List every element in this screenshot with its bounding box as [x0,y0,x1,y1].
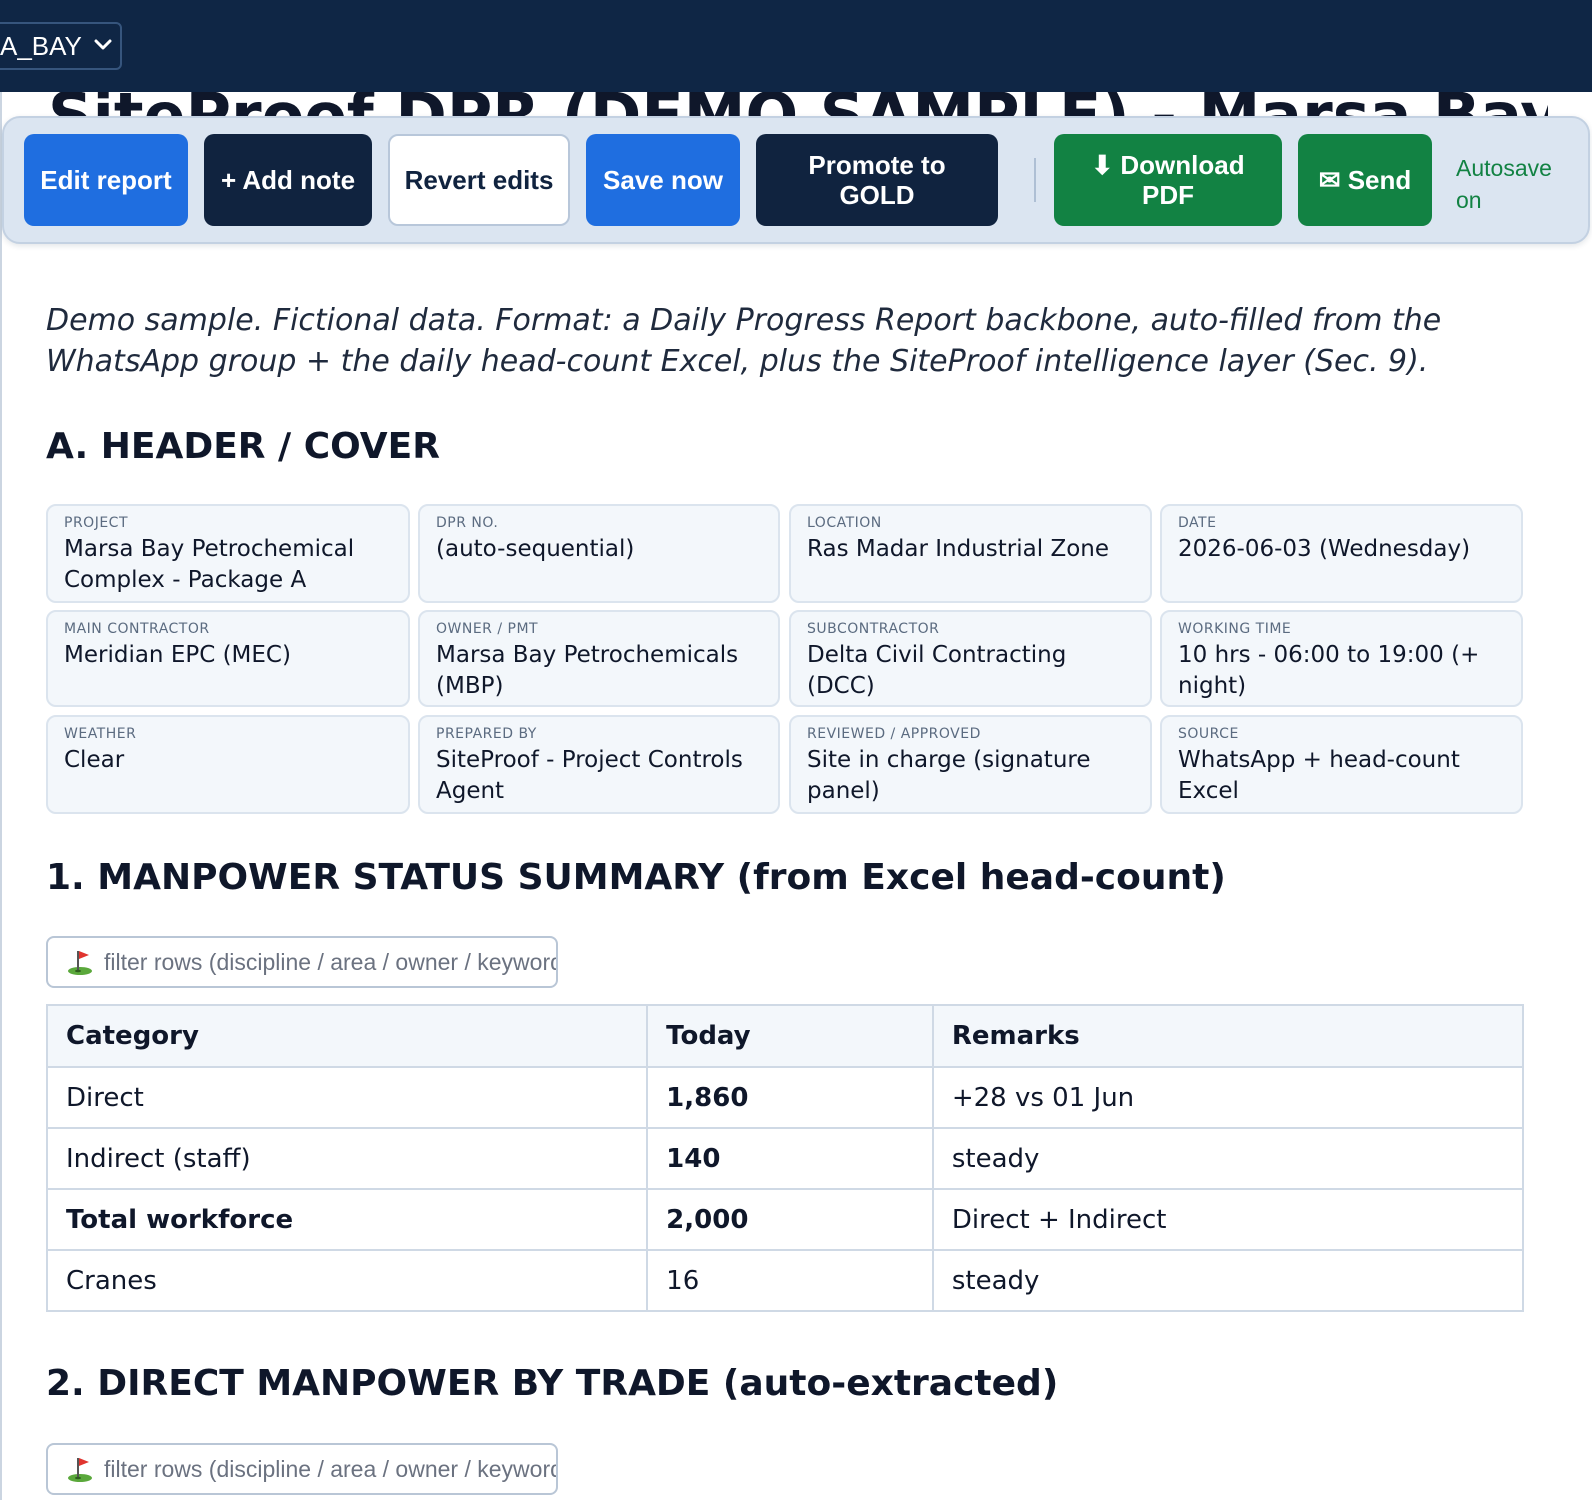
intro-text: Demo sample. Fictional data. Format: a Daily Progress Report backbone, auto-filled from the WhatsApp group + the daily head-count Excel, plus the SiteProof intelligence layer (Sec. 9). [46,303,1442,379]
card-value: Site in charge (signature panel) [807,747,1091,804]
location-card [789,504,1152,603]
table-row [47,1189,1523,1250]
project-select[interactable] [0,22,122,70]
card-value: Marsa Bay Petrochemical Complex - Package A [64,536,355,593]
category-cell: Cranes [47,1250,647,1311]
table-row [47,1128,1523,1189]
autosave-status: Autosave on [1456,155,1552,213]
table-header-row [47,1005,1523,1067]
header-cover-heading: A. HEADER / COVER [46,426,440,467]
promote-to-gold-button[interactable]: Promote to GOLD [756,134,998,226]
download-pdf-button[interactable]: ⬇ Download PDF [1054,134,1282,226]
manpower-table [46,1004,1524,1312]
card-label: SUBCONTRACTOR [807,621,940,637]
card-label: PREPARED BY [436,726,537,742]
category-cell: Total workforce [47,1189,647,1250]
remarks-cell: steady [933,1250,1523,1311]
revert-edits-button[interactable]: Revert edits [388,134,570,226]
table-row [47,1250,1523,1311]
card-value: 10 hrs - 06:00 to 19:00 (+ night) [1178,642,1480,699]
card-label: WORKING TIME [1178,621,1292,637]
add-note-button[interactable]: + Add note [204,134,372,226]
card-label: DPR NO. [436,515,499,531]
remarks-cell: Direct + Indirect [933,1189,1523,1250]
manpower-filter[interactable] [46,936,558,988]
today-cell: 140 [647,1128,933,1189]
save-now-button[interactable]: Save now [586,134,740,226]
card-value: Delta Civil Contracting (DCC) [807,642,1067,699]
reviewed-approved-card [789,715,1152,814]
today-cell: 2,000 [647,1189,933,1250]
manpower-summary-heading: 1. MANPOWER STATUS SUMMARY (from Excel head-count) [46,857,1226,898]
card-label: REVIEWED / APPROVED [807,726,981,742]
card-label: LOCATION [807,515,882,531]
manpower-by-trade-heading: 2. DIRECT MANPOWER BY TRADE (auto-extracted) [46,1363,1059,1404]
remarks-cell: +28 vs 01 Jun [933,1067,1523,1128]
card-value: Clear [64,747,125,773]
column-header-today: Today [647,1005,933,1067]
card-label: DATE [1178,515,1217,531]
report-toolbar [2,116,1590,244]
golf-flag-icon [66,1455,94,1483]
golf-flag-icon [66,948,94,976]
trade-filter[interactable] [46,1443,558,1495]
card-label: WEATHER [64,726,137,742]
date-card [1160,504,1523,603]
working-time-card [1160,610,1523,707]
source-card [1160,715,1523,814]
card-label: OWNER / PMT [436,621,539,637]
card-value: Marsa Bay Petrochemicals (MBP) [436,642,739,699]
owner-pmt-card [418,610,780,707]
column-header-remarks: Remarks [933,1005,1523,1067]
trade-filter-input[interactable] [104,1456,556,1483]
card-value: Meridian EPC (MEC) [64,642,291,668]
category-cell: Direct [47,1067,647,1128]
table-row [47,1067,1523,1128]
category-cell: Indirect (staff) [47,1128,647,1189]
toolbar-divider [1034,158,1036,202]
column-header-category: Category [47,1005,647,1067]
dpr-no-card [418,504,780,603]
today-cell: 1,860 [647,1067,933,1128]
card-value: Ras Madar Industrial Zone [807,536,1109,562]
card-value: (auto-sequential) [436,536,635,562]
card-value: SiteProof - Project Controls Agent [436,747,743,804]
manpower-filter-input[interactable] [104,949,556,976]
prepared-by-card [418,715,780,814]
today-cell: 16 [647,1250,933,1311]
card-value: 2026-06-03 (Wednesday) [1178,536,1471,562]
project-card [46,504,410,603]
card-label: MAIN CONTRACTOR [64,621,210,637]
subcontractor-card [789,610,1152,707]
chevron-down-icon [94,38,112,52]
weather-card [46,715,410,814]
send-button[interactable]: ✉ Send [1298,134,1432,226]
project-select-value: A_BAY [0,31,82,61]
card-label: SOURCE [1178,726,1239,742]
main-contractor-card [46,610,410,707]
remarks-cell: steady [933,1128,1523,1189]
card-value: WhatsApp + head-count Excel [1178,747,1460,804]
top-bar [0,0,1592,92]
card-label: PROJECT [64,515,128,531]
edit-report-button[interactable]: Edit report [24,134,188,226]
